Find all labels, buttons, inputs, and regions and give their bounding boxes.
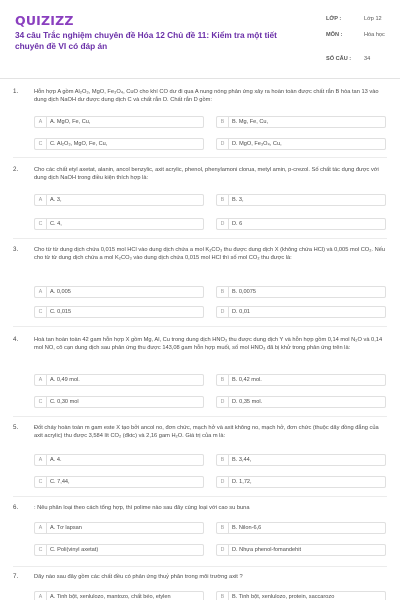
question-divider	[13, 496, 387, 497]
option-text: B. Mg, Fe, Cu,	[232, 119, 269, 125]
option-a[interactable]	[34, 454, 204, 466]
option-text: A. Tơ lapsan	[50, 525, 82, 531]
question-divider	[13, 157, 387, 158]
option-text: D. 6	[232, 221, 243, 227]
option-a[interactable]	[34, 374, 204, 386]
option-text: A. 0,005	[50, 289, 71, 295]
option-letter: C	[35, 397, 47, 407]
option-letter: C	[35, 139, 47, 149]
question-text: Cho từ từ dung dịch chứa 0,015 mol HCl vào dung dịch chứa a mol K₂CO₃ thu được dung dịch X (không chứa HCl) và 0,005 mol CO₂. Nếu cho từ từ dung dịch chứa a mol K₂CO₃ vào dung dịch chứa 0,015 mol HCl thì số mol CO₂ thu được là:	[34, 247, 386, 262]
question-number: 3.	[13, 246, 19, 253]
option-letter: A	[35, 523, 47, 533]
question-number: 1.	[13, 88, 19, 95]
option-text: B. Tinh bột, xenlulozo, protein, saccarozo	[232, 594, 335, 600]
option-text: B. 3,	[232, 197, 244, 203]
option-text: C. 4,	[50, 221, 62, 227]
option-letter: B	[217, 117, 229, 127]
option-d[interactable]	[216, 476, 386, 488]
option-c[interactable]	[34, 218, 204, 230]
option-letter: A	[35, 117, 47, 127]
option-a[interactable]	[34, 116, 204, 128]
option-letter: D	[217, 477, 229, 487]
question-text: Cho các chất etyl axetat, alanin, ancol benzylic, axit acrylic, phenol, phenylamoni clorua, metyl amin, p-crezol. Số chất tác dụng được với dung dịch NaOH trong điều kiện thích hợp là:	[34, 167, 379, 182]
option-a[interactable]	[34, 286, 204, 298]
option-letter: C	[35, 545, 47, 555]
question-divider	[13, 416, 387, 417]
option-letter: A	[35, 375, 47, 385]
option-text: A. 3,	[50, 197, 62, 203]
option-text: D. 1,72,	[232, 479, 252, 485]
option-text: D. Nhựa phenol-fomandehit	[232, 547, 302, 553]
worksheet-title: 34 câu Trắc nghiệm chuyên đề Hóa 12 Chủ đề 11: Kiểm tra một tiết chuyên đề VI có đáp án	[15, 30, 277, 51]
option-letter: D	[217, 397, 229, 407]
option-text: D. 0,35 mol.	[232, 399, 263, 405]
subject-value: Hóa học	[364, 32, 385, 38]
question-divider	[13, 326, 387, 327]
question-number: 2.	[13, 166, 19, 173]
option-a[interactable]	[34, 591, 204, 600]
question-text: : Nêu phân loại theo cách tổng hợp, thì polime nào sau đây cùng loại với cao su buna	[34, 505, 250, 511]
option-c[interactable]	[34, 476, 204, 488]
option-text: B. 3,44,	[232, 457, 252, 463]
option-d[interactable]	[216, 218, 386, 230]
option-b[interactable]	[216, 522, 386, 534]
option-d[interactable]	[216, 306, 386, 318]
question-text: Hoà tan hoàn toàn 42 gam hỗn hợp X gồm Mg, Al, Cu trong dung dịch HNO₃ thu được dung dịch Y và hỗn hợp gồm 0,14 mol N₂O và 0,14 mol NO, cô cạn dung dịch sau phản ứng thu được 143,08 gam hỗn hợp muối, số mol HNO₃ đã bị khử trong phản ứng trên là:	[34, 337, 383, 352]
question-number: 6.	[13, 504, 19, 511]
option-b[interactable]	[216, 116, 386, 128]
option-text: C. 0,015	[50, 309, 72, 315]
subject-label: MÔN :	[326, 32, 343, 38]
option-letter: C	[35, 307, 47, 317]
option-letter: B	[217, 592, 229, 600]
option-letter: B	[217, 523, 229, 533]
option-d[interactable]	[216, 138, 386, 150]
question-divider	[13, 566, 387, 567]
option-c[interactable]	[34, 544, 204, 556]
question-number: 7.	[13, 573, 19, 580]
option-b[interactable]	[216, 286, 386, 298]
option-text: B. 0,0075	[232, 289, 256, 295]
question-count-label: SỐ CÂU :	[326, 56, 352, 62]
option-text: D. MgO, Fe₃O₄, Cu,	[232, 141, 282, 147]
option-text: B. 0,42 mol.	[232, 377, 262, 383]
option-text: C. Poli(vinyl axetat)	[50, 547, 99, 553]
option-c[interactable]	[34, 306, 204, 318]
option-text: C. Al₂O₃, MgO, Fe, Cu,	[50, 141, 108, 147]
option-text: A. MgO, Fe, Cu,	[50, 119, 91, 125]
option-c[interactable]	[34, 396, 204, 408]
option-b[interactable]	[216, 454, 386, 466]
question-text: Hỗn hợp A gồm Al₂O₃, MgO, Fe₃O₄, CuO cho khí CO dư đi qua A nung nóng phản ứng xảy ra hoàn toàn được chất rắn B hòa tan 13 vào dung dịch NaOH dư được dung dịch C và chất rắn D. Chất rắn D gồm:	[34, 89, 379, 104]
question-number: 5.	[13, 424, 19, 431]
question-text: Đốt cháy hoàn toàn m gam este X tạo bởi ancol no, đơn chức, mạch hở và axit không no, mạch hở, đơn chức (thuộc dãy đồng đẳng của axit acrylic) thu được 3,584 lít CO₂ (đktc) và 2,16 gam H₂O. Giá trị của m là:	[34, 425, 379, 440]
option-letter: A	[35, 592, 47, 600]
option-a[interactable]	[34, 194, 204, 206]
option-d[interactable]	[216, 396, 386, 408]
option-letter: C	[35, 477, 47, 487]
class-label: LỚP :	[326, 16, 342, 22]
option-letter: A	[35, 455, 47, 465]
option-letter: A	[35, 195, 47, 205]
option-d[interactable]	[216, 544, 386, 556]
option-b[interactable]	[216, 374, 386, 386]
option-letter: C	[35, 219, 47, 229]
option-letter: B	[217, 195, 229, 205]
option-letter: D	[217, 545, 229, 555]
option-b[interactable]	[216, 194, 386, 206]
option-letter: B	[217, 287, 229, 297]
option-text: D. 0,01	[232, 309, 251, 315]
option-text: C. 0,30 mol	[50, 399, 79, 405]
option-text: A. 0,49 mol.	[50, 377, 80, 383]
worksheet-header	[0, 0, 400, 79]
option-text: C. 7,44,	[50, 479, 70, 485]
option-text: B. Nilon-6,6	[232, 525, 262, 531]
question-text: Dãy nào sau đây gồm các chất đều có phản ứng thuỷ phân trong môi trường axit ?	[34, 574, 243, 580]
option-letter: B	[217, 455, 229, 465]
option-letter: D	[217, 219, 229, 229]
option-b[interactable]	[216, 591, 386, 600]
option-text: A. 4.	[50, 457, 62, 463]
class-value: Lớp 12	[364, 16, 382, 22]
question-divider	[13, 238, 387, 239]
option-letter: D	[217, 307, 229, 317]
question-count-value: 34	[364, 56, 371, 62]
option-c[interactable]	[34, 138, 204, 150]
option-letter: A	[35, 287, 47, 297]
option-letter: D	[217, 139, 229, 149]
option-letter: B	[217, 375, 229, 385]
option-a[interactable]	[34, 522, 204, 534]
quizizz-logo[interactable]: QUIZIZZ	[15, 13, 74, 28]
option-text: A. Tinh bột, xenlulozo, mantozo, chất béo, etylen	[50, 594, 171, 600]
question-number: 4.	[13, 336, 19, 343]
